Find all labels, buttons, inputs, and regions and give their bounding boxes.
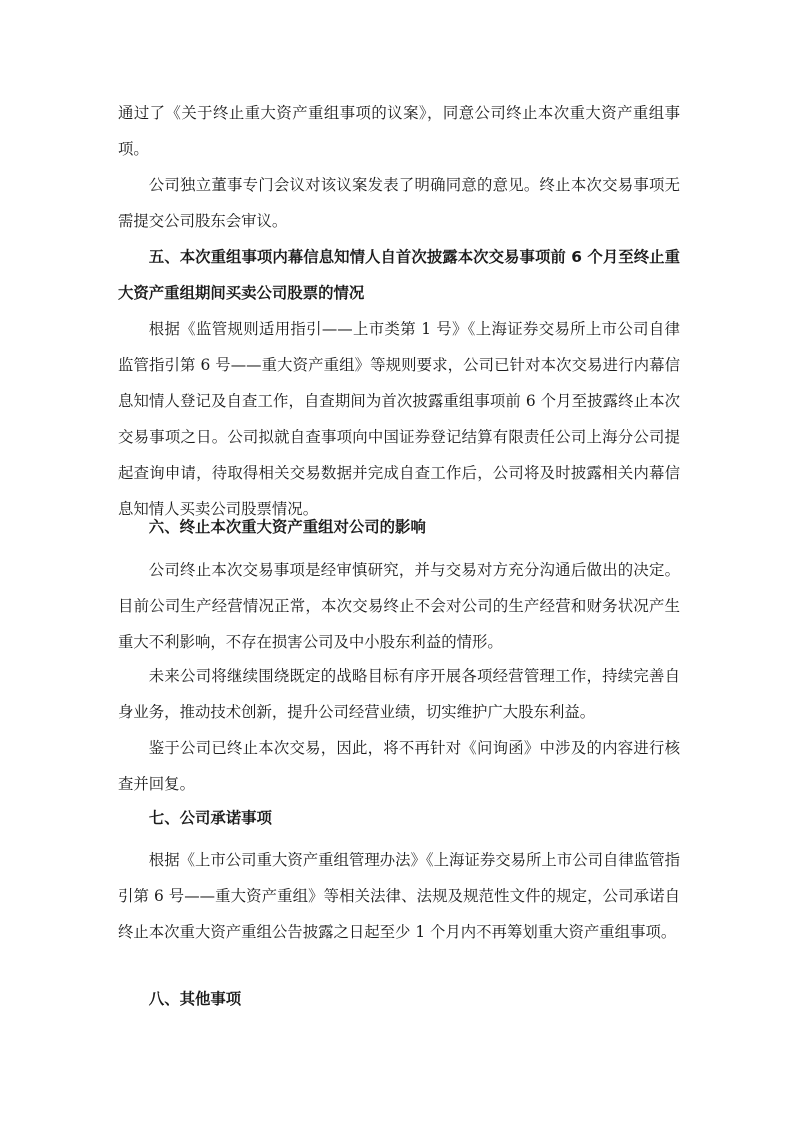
paragraph-termination-resolution: 通过了《关于终止重大资产重组事项的议案》，同意公司终止本次重大资产重组事项。 <box>118 104 680 158</box>
paragraph-future-plans: 未来公司将继续围绕既定的战略目标有序开展各项经营管理工作，持续完善自身业务，推动技术创新，提升公司经营业绩，切实维护广大股东利益。 <box>118 667 680 721</box>
heading-section-7: 七、公司承诺事项 <box>148 809 272 827</box>
heading-section-8: 八、其他事项 <box>148 990 242 1008</box>
heading-section-5: 五、本次重组事项内幕信息知情人自首次披露本次交易事项前 6 个月至终止重大资产重组期间买卖公司股票的情况 <box>118 248 680 302</box>
heading-section-6: 六、终止本次重大资产重组对公司的影响 <box>148 518 426 536</box>
paragraph-impact: 公司终止本次交易事项是经审慎研究，并与交易对方充分沟通后做出的决定。目前公司生产经营情况正常，本次交易终止不会对公司的生产经营和财务状况产生重大不利影响，不存在损害公司及中小股东利益的情形。 <box>118 561 680 651</box>
paragraph-commitment: 根据《上市公司重大资产重组管理办法》《上海证券交易所上市公司自律监管指引第 6 号——重大资产重组》等相关法律、法规及规范性文件的规定，公司承诺自终止本次重大资产重组公告披露之日起至少 1 个月内不再筹划重大资产重组事项。 <box>118 851 680 941</box>
paragraph-inquiry-letter: 鉴于公司已终止本次交易，因此，将不再针对《问询函》中涉及的内容进行核查并回复。 <box>118 739 680 793</box>
paragraph-independent-directors: 公司独立董事专门会议对该议案发表了明确同意的意见。终止本次交易事项无需提交公司股东会审议。 <box>118 176 680 230</box>
paragraph-insider-self-inspection: 根据《监管规则适用指引——上市类第 1 号》《上海证券交易所上市公司自律监管指引第 6 号——重大资产重组》等规则要求，公司已针对本次交易进行内幕信息知情人登记及自查工作，自查期间为首次披露重组事项前 6 个月至披露终止本次交易事项之日。公司拟就自查事项向中国证券登记结算有限责任公司上海分公司提起查询申请，待取得相关交易数据并完成自查工作后，公司将及时披露相关内幕信息知情人买卖公司股票情况。 <box>118 320 680 518</box>
